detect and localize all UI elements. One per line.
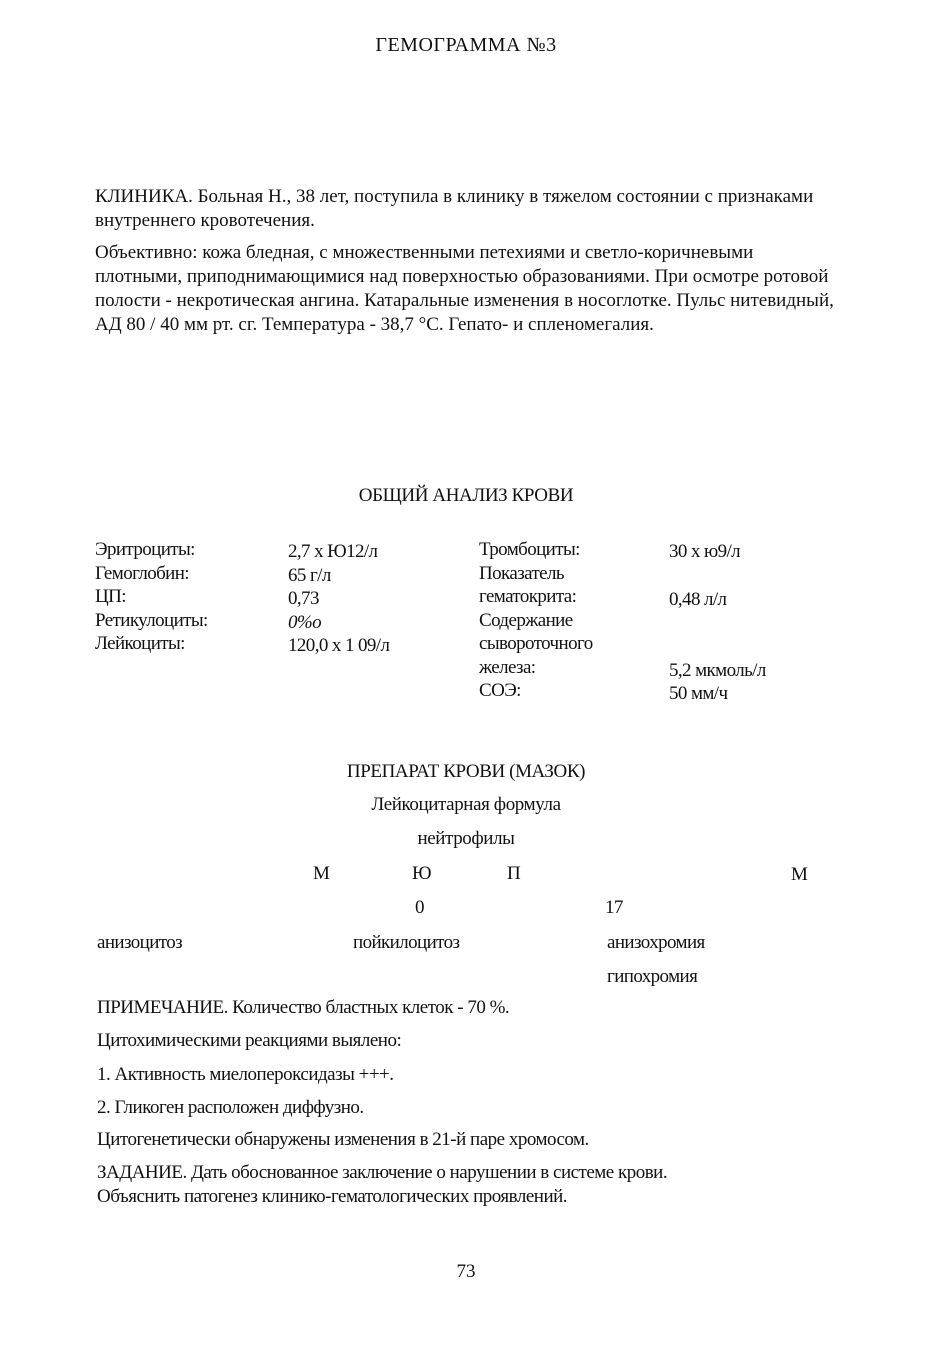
cytogenetics-line: Цитогенетически обнаружены изменения в 21-й паре хромосом. <box>97 1129 589 1150</box>
label-iron-1: Содержание <box>479 609 573 631</box>
anisochromia-label: анизохромия <box>607 932 705 953</box>
label-esr: СОЭ: <box>479 680 521 701</box>
leukocyte-formula-heading: Лейкоцитарная формула <box>371 794 561 815</box>
note-blast-cells: ПРИМЕЧАНИЕ. Количество бластных клеток - 70 %. <box>97 997 510 1018</box>
cytochemistry-line: Цитохимическими реакциями выялено: <box>97 1030 402 1051</box>
column-m-right: М <box>791 864 808 885</box>
page-title: ГЕМОГРАММА №3 <box>375 34 557 56</box>
value-leukocytes: 120,0 х 1 09/л <box>288 635 390 656</box>
value-color-index: 0,73 <box>288 588 319 609</box>
value-esr: 50 мм/ч <box>669 683 728 704</box>
clinic-paragraph-2: Объективно: кожа бледная, с множественными петехиями и светло-коричневыми плотными, приподнимающимися над поверхностью образованиями. При осмотре ротовой полости - некротическая ангина. Катаральные изменения в носоглотке. Пульс нитевидный, АД 80 / 40 мм рт. сг. Температура - 38,7 °С. Гепато- и спленомегалия. <box>95 242 834 335</box>
label-hematocrit-1: Показатель <box>479 562 564 584</box>
label-platelets: Тромбоциты: <box>479 539 580 560</box>
page-number: 73 <box>456 1261 476 1282</box>
clinic-paragraph-1: КЛИНИКА. Больная Н., 38 лет, поступила в клинику в тяжелом состоянии с признаками внутреннего кровотечения. <box>95 186 814 231</box>
label-hematocrit-2: гематокрита: <box>479 586 577 607</box>
analysis-left-values <box>288 540 389 658</box>
value-erythrocytes: 2,7 х Ю12/л <box>288 541 378 562</box>
value-yu: 0 <box>415 897 424 918</box>
value-17: 17 <box>605 897 623 918</box>
analysis-heading: ОБЩИЙ АНАЛИЗ КРОВИ <box>358 485 574 506</box>
anisocytosis-label: анизоцитоз <box>97 932 183 953</box>
hypochromia-label: гипохромия <box>607 966 698 987</box>
neutrophils-label: нейтрофилы <box>417 828 515 849</box>
cytochemistry-item-1: 1. Активность миелопероксидазы +++. <box>97 1064 394 1085</box>
task-line-2: Объяснить патогенез клинико-гематологических проявлений. <box>97 1186 568 1207</box>
task-line-1: ЗАДАНИЕ. Дать обоснованное заключение о нарушении в системе крови. <box>97 1162 668 1183</box>
value-reticulocytes: 0%о <box>288 611 322 633</box>
clinic-section <box>95 185 840 337</box>
column-p: П <box>507 863 521 884</box>
analysis-left-labels <box>95 538 208 656</box>
label-erythrocytes: Эритроциты: <box>95 539 195 560</box>
label-reticulocytes: Ретикулоциты: <box>95 609 208 631</box>
label-color-index: ЦП: <box>95 586 126 607</box>
value-serum-iron: 5,2 мкмоль/л <box>669 660 766 681</box>
analysis-right-labels <box>479 538 593 703</box>
label-iron-2: сывороточного <box>479 633 593 654</box>
label-hemoglobin: Гемоглобин: <box>95 562 189 584</box>
label-iron-3: железа: <box>479 656 536 678</box>
column-yu: Ю <box>412 863 431 884</box>
value-hematocrit: 0,48 л/л <box>669 589 727 610</box>
poikilocytosis-label: пойкилоцитоз <box>353 932 460 953</box>
smear-heading: ПРЕПАРАТ КРОВИ (МАЗОК) <box>346 761 586 782</box>
label-leukocytes: Лейкоциты: <box>95 633 185 654</box>
column-m: М <box>313 863 330 884</box>
cytochemistry-item-2: 2. Гликоген расположен диффузно. <box>97 1097 364 1118</box>
value-hemoglobin: 65 г/л <box>288 564 331 586</box>
value-platelets: 30 х ю9/л <box>669 541 741 562</box>
